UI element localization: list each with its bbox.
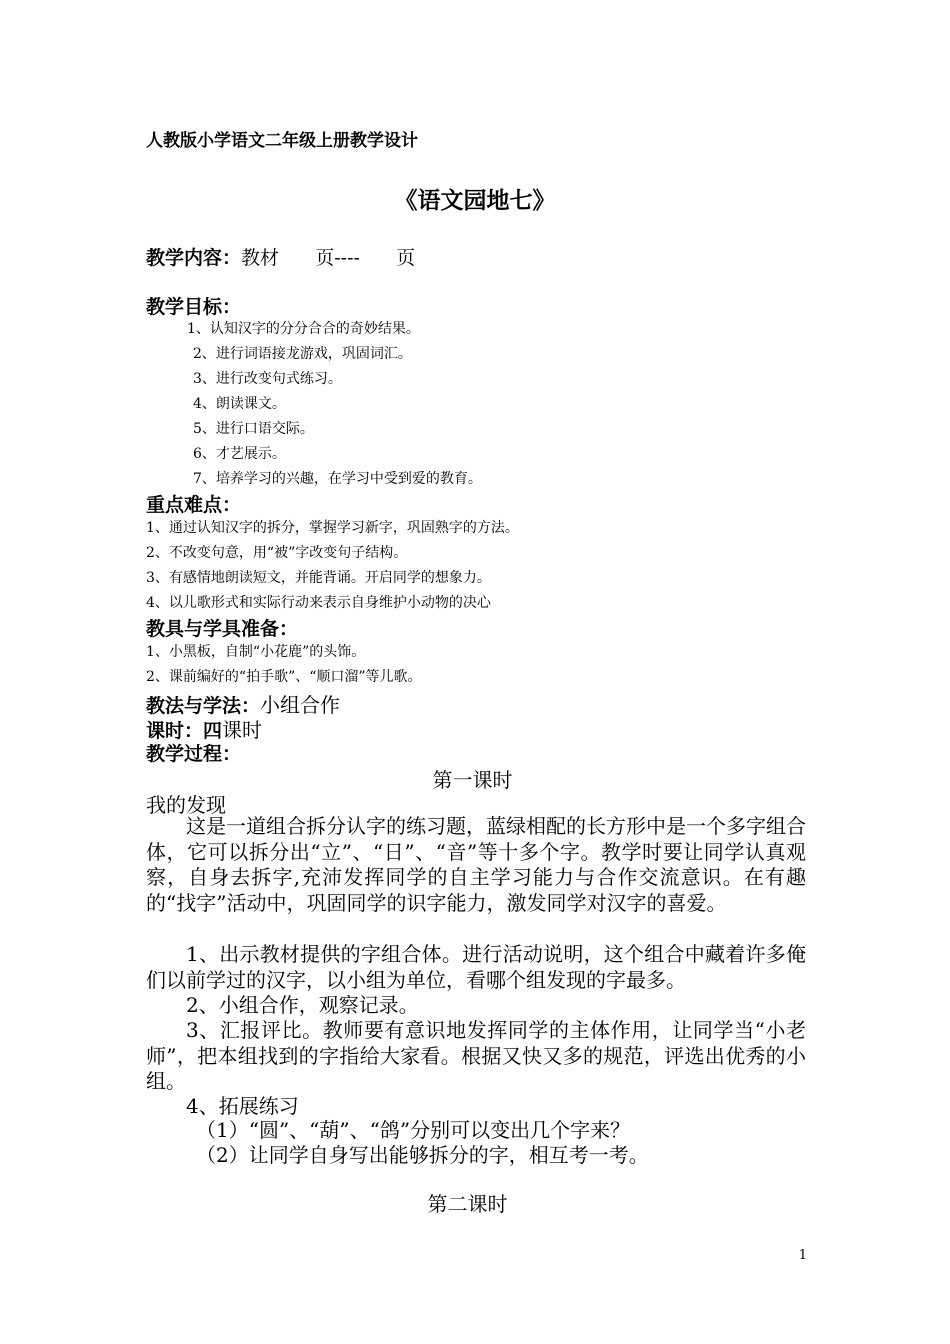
key-point-item: 4、以儿歌形式和实际行动来表示自身维护小动物的决心 — [146, 595, 491, 611]
goal-item: 2、进行词语接龙游戏，巩固词汇。 — [193, 346, 412, 362]
method-label: 教法与学法： — [146, 695, 261, 717]
goal-item: 6、才艺展示。 — [193, 446, 286, 462]
goal-item: 4、朗读课文。 — [193, 396, 286, 412]
goal-item: 3、进行改变句式练习。 — [193, 371, 342, 387]
sub-item: （2）让同学自身写出能够拆分的字，相互考一考。 — [196, 1143, 649, 1167]
material-item: 1、小黑板，自制“小花鹿”的头饰。 — [146, 644, 366, 660]
key-points-heading: 重点难点： — [146, 494, 242, 516]
class-hours-unit: 课时 — [222, 718, 263, 742]
page-number: 1 — [798, 1248, 807, 1263]
class-hours-count: 四 — [203, 720, 223, 742]
sub-item: （1）“圆”、“葫”、“鸽”分别可以变出几个字来？ — [196, 1118, 631, 1142]
lesson1-heading: 第一课时 — [432, 768, 513, 792]
body-paragraph: 1、出示教材提供的字组合体。进行活动说明，这个组合中藏着许多俺们以前学过的汉字，以小组为单位，看哪个组发现的字最多。 — [146, 942, 806, 992]
goals-heading: 教学目标： — [146, 296, 242, 318]
goal-item: 7、培养学习的兴趣，在学习中受到爱的教育。 — [193, 471, 482, 487]
process-heading: 教学过程： — [146, 743, 242, 765]
materials-heading: 教具与学具准备： — [146, 618, 299, 640]
method-value: 小组合作 — [260, 693, 341, 717]
body-paragraph: 这是一道组合拆分认字的练习题，蓝绿相配的长方形中是一个多字组合体，它可以拆分出“立”、“日”、“音”等十多个字。教学时要让同学认真观察，自身去拆字,充沛发挥同学的自主学习能力与合作交流意识。在有趣的“找字”活动中，巩固同学的识字能力，激发同学对汉字的喜爱。 — [146, 814, 806, 915]
material-item: 2、课前编好的“拍手歌”、“顺口溜”等儿歌。 — [146, 669, 422, 685]
key-point-item: 1、通过认知汉字的拆分，掌握学习新字，巩固熟字的方法。 — [146, 520, 519, 536]
goal-item: 1、认知汉字的分分合合的奇妙结果。 — [187, 321, 420, 337]
class-hours-label: 课时： — [146, 720, 204, 742]
teaching-content — [146, 243, 415, 270]
body-paragraph: 4、拓展练习 — [186, 1094, 299, 1118]
body-paragraph: 2、小组合作，观察记录。 — [186, 993, 419, 1017]
body-paragraph: 3、汇报评比。教师要有意识地发挥同学的主体作用，让同学当“小老师”，把本组找到的字指给大家看。根据又快又多的规范，评选出优秀的小组。 — [146, 1018, 806, 1093]
goal-item: 5、进行口语交际。 — [193, 421, 314, 437]
teaching-content-value: 教材 页---- 页 — [241, 247, 416, 269]
lesson-title: 《语文园地七》 — [394, 188, 556, 214]
lesson1-subheading: 我的发现 — [146, 793, 226, 817]
key-point-item: 3、有感情地朗读短文，并能背诵。开启同学的想象力。 — [146, 570, 491, 586]
document-title: 人教版小学语文二年级上册教学设计 — [146, 131, 418, 151]
teaching-content-label: 教学内容： — [146, 247, 242, 269]
key-point-item: 2、不改变句意，用“被”字改变句子结构。 — [146, 545, 408, 561]
lesson2-heading: 第二课时 — [427, 1192, 508, 1216]
